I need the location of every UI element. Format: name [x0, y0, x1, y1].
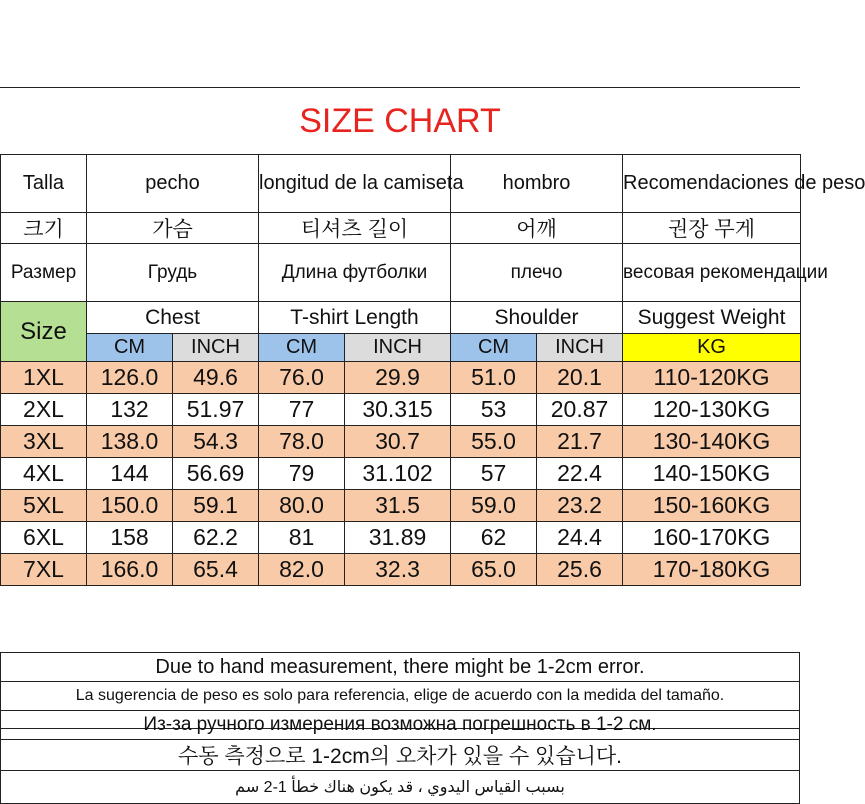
unit-chest-inch: INCH — [173, 334, 259, 362]
shoulder-inch: 22.4 — [537, 458, 623, 490]
chest-cm: 150.0 — [87, 490, 173, 522]
shoulder-inch: 20.87 — [537, 394, 623, 426]
length-inch: 29.9 — [345, 362, 451, 394]
suggest-weight: 110-120KG — [623, 362, 801, 394]
length-inch: 30.315 — [345, 394, 451, 426]
header-shoulder-ru: плечо — [451, 244, 623, 302]
table-row — [1, 394, 801, 426]
length-cm: 80.0 — [259, 490, 345, 522]
unit-weight-kg: KG — [623, 334, 801, 362]
table-row — [1, 362, 801, 394]
header-size-es: Talla — [1, 155, 87, 213]
chest-cm: 166.0 — [87, 554, 173, 586]
suggest-weight: 120-130KG — [623, 394, 801, 426]
header-size-ko: 크기 — [1, 213, 87, 244]
chest-inch: 51.97 — [173, 394, 259, 426]
size-label: 5XL — [1, 490, 87, 522]
shoulder-inch: 23.2 — [537, 490, 623, 522]
shoulder-cm: 53 — [451, 394, 537, 426]
length-cm: 77 — [259, 394, 345, 426]
size-label: 1XL — [1, 362, 87, 394]
suggest-weight: 160-170KG — [623, 522, 801, 554]
measurement-notes — [0, 652, 800, 804]
header-size-en: Size — [1, 302, 87, 362]
header-weight-ko: 권장 무게 — [623, 213, 801, 244]
shoulder-inch: 21.7 — [537, 426, 623, 458]
header-chest-es: pecho — [87, 155, 259, 213]
note-spanish: La sugerencia de peso es solo para referencia, elige de acuerdo con la medida del tamaño. — [1, 682, 800, 711]
header-chest-en: Chest — [87, 302, 259, 334]
chest-inch: 59.1 — [173, 490, 259, 522]
length-inch: 32.3 — [345, 554, 451, 586]
table-row — [1, 554, 801, 586]
chest-inch: 49.6 — [173, 362, 259, 394]
size-label: 4XL — [1, 458, 87, 490]
suggest-weight: 140-150KG — [623, 458, 801, 490]
size-label: 7XL — [1, 554, 87, 586]
chest-inch: 56.69 — [173, 458, 259, 490]
size-label: 3XL — [1, 426, 87, 458]
header-chest-ru: Грудь — [87, 244, 259, 302]
header-weight-en: Suggest Weight — [623, 302, 801, 334]
table-row — [1, 458, 801, 490]
length-cm: 82.0 — [259, 554, 345, 586]
header-row-spanish — [1, 155, 801, 213]
chest-inch: 62.2 — [173, 522, 259, 554]
unit-shoulder-cm: CM — [451, 334, 537, 362]
unit-chest-cm: CM — [87, 334, 173, 362]
header-row-english — [1, 302, 801, 334]
shoulder-cm: 55.0 — [451, 426, 537, 458]
shoulder-cm: 65.0 — [451, 554, 537, 586]
shoulder-inch: 20.1 — [537, 362, 623, 394]
note-english: Due to hand measurement, there might be 1-2cm error. — [1, 653, 800, 682]
chest-cm: 158 — [87, 522, 173, 554]
header-shoulder-ko: 어깨 — [451, 213, 623, 244]
header-weight-es: Recomendaciones de peso — [623, 155, 801, 213]
table-row — [1, 490, 801, 522]
shoulder-cm: 59.0 — [451, 490, 537, 522]
suggest-weight: 130-140KG — [623, 426, 801, 458]
length-cm: 79 — [259, 458, 345, 490]
size-label: 6XL — [1, 522, 87, 554]
header-chest-ko: 가슴 — [87, 213, 259, 244]
unit-length-inch: INCH — [345, 334, 451, 362]
size-label: 2XL — [1, 394, 87, 426]
note-korean: 수동 측정으로 1-2cm의 오차가 있을 수 있습니다. — [1, 740, 800, 771]
shoulder-inch: 24.4 — [537, 522, 623, 554]
size-table — [0, 154, 865, 586]
length-inch: 31.5 — [345, 490, 451, 522]
table-row — [1, 426, 801, 458]
size-chart-sheet — [0, 87, 865, 796]
chest-inch: 65.4 — [173, 554, 259, 586]
header-length-ru: Длина футболки — [259, 244, 451, 302]
header-weight-ru: весовая рекомендации — [623, 244, 801, 302]
header-length-ko: 티셔츠 길이 — [259, 213, 451, 244]
shoulder-inch: 25.6 — [537, 554, 623, 586]
length-cm: 76.0 — [259, 362, 345, 394]
chest-inch: 54.3 — [173, 426, 259, 458]
chest-cm: 126.0 — [87, 362, 173, 394]
suggest-weight: 170-180KG — [623, 554, 801, 586]
shoulder-cm: 57 — [451, 458, 537, 490]
unit-row — [1, 334, 801, 362]
unit-length-cm: CM — [259, 334, 345, 362]
length-cm: 78.0 — [259, 426, 345, 458]
suggest-weight: 150-160KG — [623, 490, 801, 522]
length-inch: 30.7 — [345, 426, 451, 458]
length-inch: 31.102 — [345, 458, 451, 490]
header-shoulder-en: Shoulder — [451, 302, 623, 334]
chest-cm: 144 — [87, 458, 173, 490]
header-length-en: T-shirt Length — [259, 302, 451, 334]
shoulder-cm: 62 — [451, 522, 537, 554]
header-size-ru: Размер — [1, 244, 87, 302]
header-shoulder-es: hombro — [451, 155, 623, 213]
unit-shoulder-inch: INCH — [537, 334, 623, 362]
chest-cm: 138.0 — [87, 426, 173, 458]
table-row — [1, 522, 801, 554]
chest-cm: 132 — [87, 394, 173, 426]
shoulder-cm: 51.0 — [451, 362, 537, 394]
note-russian: Из-за ручного измерения возможна погрешность в 1-2 см. — [1, 711, 800, 740]
header-length-es: longitud de la camiseta — [259, 155, 451, 213]
note-arabic: بسبب القياس اليدوي ، قد يكون هناك خطأ 1-2 سم — [1, 771, 800, 804]
chart-title: SIZE CHART — [299, 102, 501, 140]
header-row-korean — [1, 213, 801, 244]
length-cm: 81 — [259, 522, 345, 554]
header-row-russian — [1, 244, 801, 302]
length-inch: 31.89 — [345, 522, 451, 554]
